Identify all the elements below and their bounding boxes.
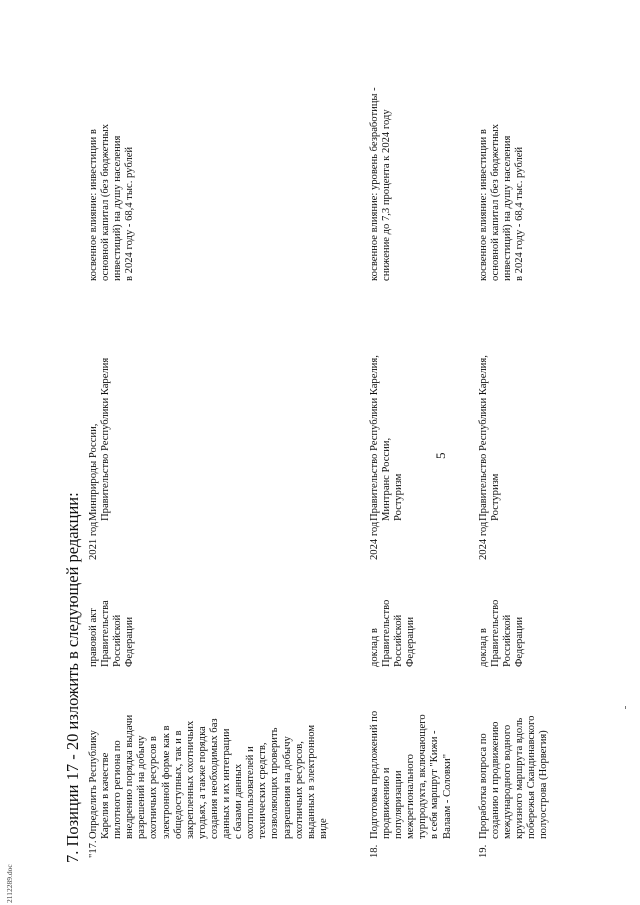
executors-cell: Правительство Республики Карелия, Ростуризм xyxy=(478,355,502,521)
task-cell: Подготовка предложений по продвижению и популяризации межрегионального турпродукта, включающего в себя маршрут "Кижи - Валаам - Соловки" xyxy=(369,710,453,839)
task-cell: Определить Республику Карелия в качестве пилотного региона по внедрению порядка выдачи разрешений на добычу охотничьих ресурсов в электронной форме как в общедоступных, так и в закрепленных охотничьих угодьях, а также порядка создания необходимых баз данных и их интеграции с базами данных охотпользователей и технических средств, позволяющих проверить разрешения на добычу охотничьих ресурсов, выданных в электронном виде xyxy=(88,714,329,839)
executors-cell: Правительство Республики Карелия, Минтранс России, Ростуризм xyxy=(369,355,405,521)
scan-mark xyxy=(625,706,626,709)
row-number: 19. xyxy=(478,844,489,858)
deadline-cell: 2021 год xyxy=(88,521,99,560)
document-type-cell: правовой акт Правительства Российской Федерации xyxy=(88,600,136,667)
document-type-cell: доклад в Правительство Российской Федерации xyxy=(369,599,417,667)
row-number: 18. xyxy=(369,844,380,858)
document-type-cell: доклад в Правительство Российской Федерации xyxy=(478,599,526,667)
row-number: "17. xyxy=(88,840,99,858)
indicator-cell: косвенное влияние: инвестиции в основной капитал (без бюджетных инвестиций) на душу населения в 2024 году - 68,4 тыс. рублей xyxy=(478,123,526,281)
deadline-cell: 2024 год xyxy=(369,521,380,560)
file-code: 2112289.doc xyxy=(5,864,14,903)
indicator-cell: косвенное влияние: инвестиции в основной капитал (без бюджетных инвестиций) на душу населения в 2024 году - 68,4 тыс. рублей xyxy=(88,123,136,281)
executors-cell: Минприроды России, Правительство Республики Карелия xyxy=(88,357,112,521)
deadline-cell: 2024 год xyxy=(478,521,489,560)
section-heading: 7. Позиции 17 - 20 изложить в следующей редакции: xyxy=(63,492,82,863)
indicator-cell: косвенное влияние: уровень безработицы - снижение до 7,3 процента к 2024 году xyxy=(369,87,393,281)
task-cell: Проработка вопроса по созданию и продвижению международного водного круизного маршрута вдоль побережья Скандинавского полуострова (Норвегия) xyxy=(478,715,550,839)
page-number: 5 xyxy=(433,452,448,459)
